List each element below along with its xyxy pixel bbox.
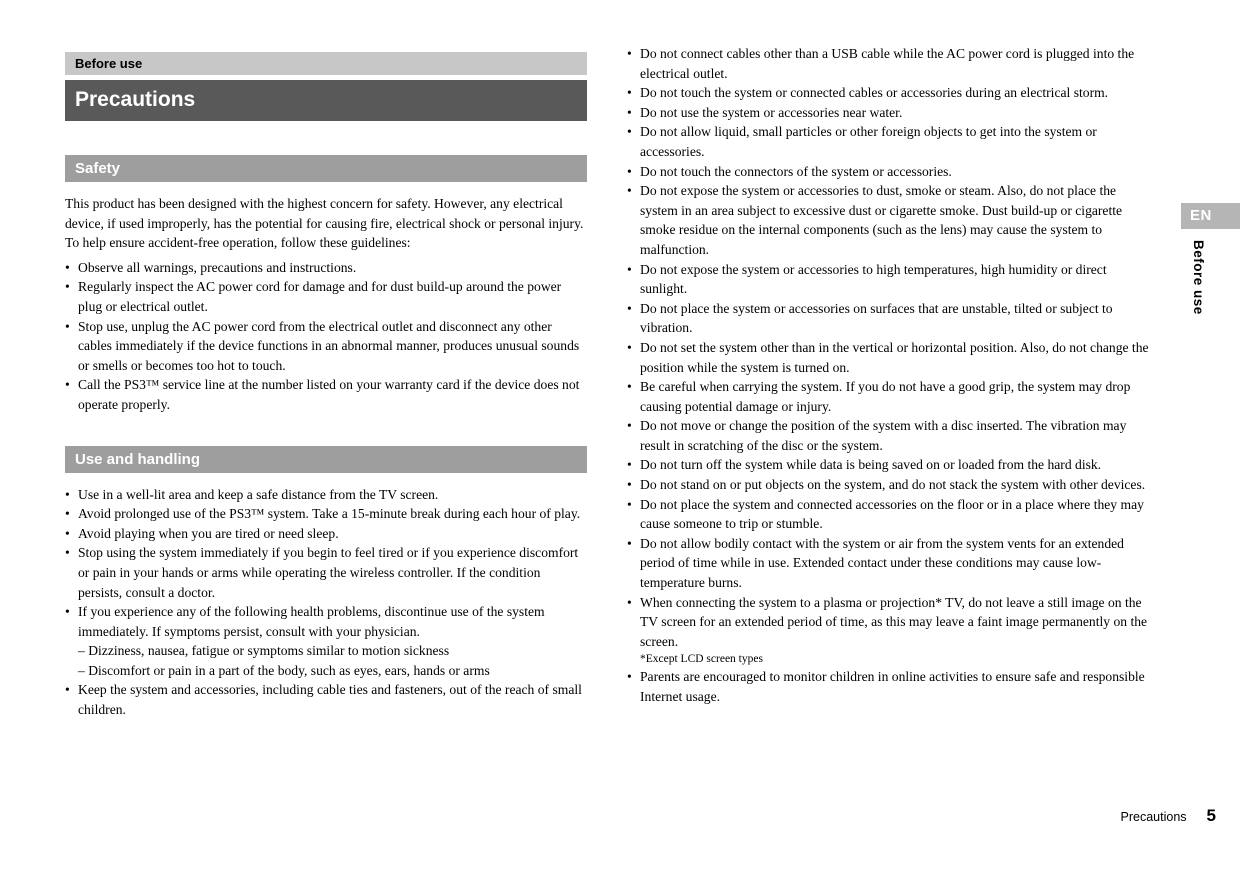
bullet-text: Do not allow liquid, small particles or other foreign objects to get into the system or accessories. (640, 124, 1097, 159)
bullet-item (627, 103, 1151, 123)
bullet-text: Do not set the system other than in the vertical or horizontal position. Also, do not change the position while the system is turned on. (640, 339, 1149, 375)
use-and-handling-bullet-list (65, 485, 587, 720)
bullet-item (627, 593, 1151, 668)
bullet-item (627, 416, 1151, 455)
bullet-marker: • (65, 525, 70, 541)
right-bullet-list (627, 44, 1151, 707)
bullet-marker: • (627, 339, 632, 355)
bullet-marker: • (65, 486, 70, 502)
bullet-item (627, 475, 1151, 495)
page-title-band (65, 80, 587, 121)
page-title: Precautions (75, 88, 196, 111)
bullet-item (65, 602, 587, 680)
bullet-sub-line: – Discomfort or pain in a part of the body, such as eyes, ears, hands or arms (78, 662, 490, 678)
bullet-marker: • (627, 457, 632, 473)
page-number: 5 (1206, 806, 1216, 825)
bullet-text: Parents are encouraged to monitor children in online activities to ensure safe and responsible Internet usage. (640, 669, 1145, 704)
bullet-marker: • (65, 279, 70, 295)
right-column (627, 44, 1151, 707)
bullet-marker: • (627, 477, 632, 493)
bullet-text: Be careful when carrying the system. If you do not have a good grip, the system may drop causing potential damage or injury. (640, 379, 1131, 414)
safety-intro-paragraph: This product has been designed with the highest concern for safety. However, any electrical device, if used improperly, has the potential for causing fire, electrical shock or personal injury. To help ensure accident-free operation, follow these guidelines: (65, 196, 584, 251)
bullet-text: Do not turn off the system while data is being saved on or loaded from the hard disk. (640, 457, 1102, 473)
bullet-text: Do not touch the system or connected cables or accessories during an electrical storm. (640, 85, 1109, 101)
bullet-marker: • (627, 669, 632, 685)
bullet-text: Do not expose the system or accessories to dust, smoke or steam. Also, do not place the system in an area subject to excessive dust or cigarette smoke. Dust build-up or cigarette smoke residue on the internal components (such as the lens) may cause the system to malfunction. (640, 183, 1123, 257)
bullet-marker: • (627, 379, 632, 395)
bullet-item (627, 83, 1151, 103)
bullet-marker: • (627, 163, 632, 179)
bullet-item (65, 317, 587, 376)
bullet-text: Do not touch the connectors of the system or accessories. (640, 163, 952, 179)
bullet-text: Do not expose the system or accessories to high temperatures, high humidity or direct sunlight. (640, 261, 1107, 297)
bullet-item (65, 258, 587, 278)
section-heading-use-and-handling (65, 446, 587, 473)
left-column (65, 52, 587, 720)
bullet-marker: • (65, 682, 70, 698)
footer-section-label: Precautions (1120, 810, 1187, 824)
side-chapter-label: Before use (1191, 240, 1206, 315)
bullet-item (65, 375, 587, 414)
bullet-marker: • (627, 104, 632, 120)
bullet-marker: • (627, 418, 632, 434)
bullet-item (627, 455, 1151, 475)
bullet-marker: • (65, 377, 70, 393)
bullet-text: Call the PS3™ service line at the number listed on your warranty card if the device does not operate properly. (78, 377, 580, 412)
bullet-marker: • (65, 545, 70, 561)
bullet-footnote: *Except LCD screen types (640, 653, 763, 666)
bullet-marker: • (627, 261, 632, 277)
bullet-text: Do not use the system or accessories near water. (640, 104, 903, 120)
bullet-text: Keep the system and accessories, including cable ties and fasteners, out of the reach of small children. (78, 682, 582, 718)
bullet-item (65, 504, 587, 524)
bullet-text: Regularly inspect the AC power cord for damage and for dust build-up around the power plug or electrical outlet. (78, 279, 562, 314)
chapter-band (65, 52, 587, 75)
bullet-marker: • (627, 85, 632, 101)
bullet-marker: • (627, 535, 632, 551)
safety-bullet-list (65, 258, 587, 415)
bullet-text: Avoid prolonged use of the PS3™ system. Take a 15-minute break during each hour of play. (78, 506, 581, 522)
bullet-text: Stop using the system immediately if you begin to feel tired or if you experience discomfort or pain in your hands or arms while operating the wireless controller. If the condition persists, consult a doctor. (78, 545, 579, 600)
section-heading-safety (65, 155, 587, 182)
bullet-text: Do not connect cables other than a USB cable while the AC power cord is plugged into the electrical outlet. (640, 46, 1135, 81)
chapter-label: Before use (75, 56, 143, 71)
bullet-item (65, 485, 587, 505)
bullet-item (65, 524, 587, 544)
bullet-item (627, 181, 1151, 259)
section-heading-label: Use and handling (75, 450, 201, 468)
bullet-item (65, 277, 587, 316)
bullet-sub-line: – Dizziness, nausea, fatigue or symptoms similar to motion sickness (78, 643, 450, 659)
bullet-marker: • (627, 124, 632, 140)
language-tab (1181, 203, 1240, 229)
bullet-item (627, 534, 1151, 593)
bullet-item (627, 299, 1151, 338)
bullet-text: Avoid playing when you are tired or need sleep. (78, 525, 339, 541)
bullet-item (627, 338, 1151, 377)
bullet-text: Do not place the system and connected accessories on the floor or in a place where they may cause someone to trip or stumble. (640, 496, 1144, 532)
bullet-marker: • (65, 318, 70, 334)
bullet-text: When connecting the system to a plasma or projection* TV, do not leave a still image on the TV screen for an extended period of time, as this may leave a faint image permanently on the screen. (640, 594, 1148, 649)
bullet-item (627, 495, 1151, 534)
bullet-marker: • (627, 300, 632, 316)
bullet-text: Stop use, unplug the AC power cord from the electrical outlet and disconnect any other cables immediately if the device functions in an abnormal manner, produces unusual sounds or smells or becomes too hot to touch. (78, 318, 580, 373)
bullet-item (627, 162, 1151, 182)
section-heading-label: Safety (75, 160, 121, 177)
bullet-item (627, 44, 1151, 83)
bullet-text: Do not place the system or accessories on surfaces that are unstable, tilted or subject to vibration. (640, 300, 1113, 336)
bullet-text: Do not move or change the position of the system with a disc inserted. The vibration may result in scratching of the disc or the system. (640, 418, 1127, 453)
bullet-text: Observe all warnings, precautions and instructions. (78, 259, 357, 275)
bullet-text: Do not allow bodily contact with the system or air from the system vents for an extended period of time while in use. Extended contact under these conditions may cause low-temperature burns. (640, 535, 1124, 591)
bullet-marker: • (65, 259, 70, 275)
bullet-marker: • (627, 594, 632, 610)
page-footer (1121, 806, 1216, 826)
bullet-item (627, 122, 1151, 161)
bullet-item (627, 377, 1151, 416)
bullet-text: Use in a well-lit area and keep a safe distance from the TV screen. (78, 486, 439, 502)
bullet-item (65, 680, 587, 719)
bullet-marker: • (627, 183, 632, 199)
bullet-item (627, 667, 1151, 706)
bullet-text: If you experience any of the following health problems, discontinue use of the system immediately. If symptoms persist, consult with your physician. (78, 604, 545, 639)
bullet-item (65, 543, 587, 602)
bullet-marker: • (65, 604, 70, 620)
bullet-marker: • (627, 496, 632, 512)
bullet-marker: • (627, 46, 632, 61)
bullet-text: Do not stand on or put objects on the system, and do not stack the system with other devices. (640, 477, 1146, 493)
bullet-item (627, 260, 1151, 299)
language-tab-label: EN (1190, 207, 1212, 224)
bullet-marker: • (65, 506, 70, 522)
